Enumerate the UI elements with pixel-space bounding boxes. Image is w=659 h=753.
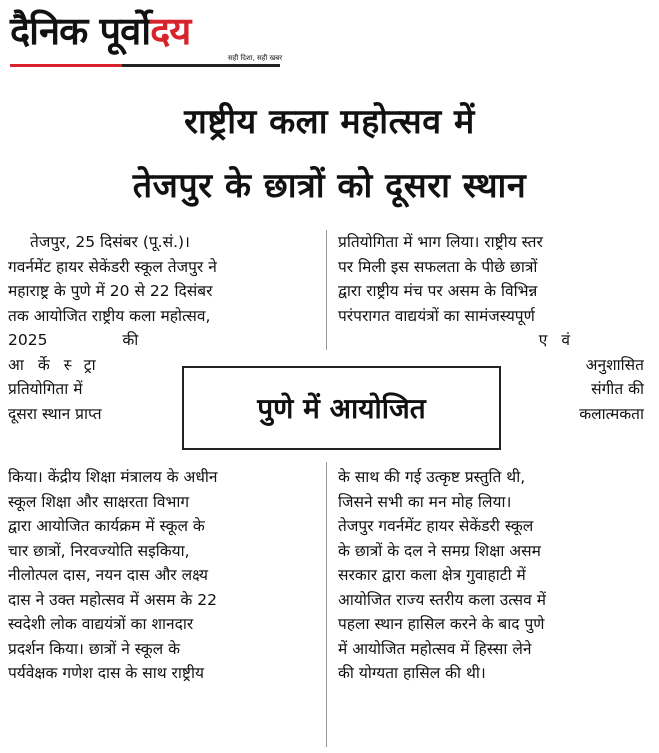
body-line: दूसरा स्थान प्राप्त (8, 404, 102, 423)
body-line: एवं (538, 331, 584, 349)
newspaper-logo (10, 4, 190, 56)
body-line: प्रदर्शन किया। छात्रों ने स्कूल के (8, 639, 181, 658)
right-column-bottom (338, 465, 644, 686)
body-line: द्वारा आयोजित कार्यक्रम में स्कूल के (8, 517, 205, 535)
body-line: परंपरागत वाद्ययंत्रों का सामंजस्यपूर्ण (338, 306, 535, 325)
body-line: कलात्मकता (579, 404, 644, 423)
body-line: पर मिली इस सफलता के पीछे छात्रों (338, 257, 538, 276)
body-line: की योग्यता हासिल की थी। (338, 664, 486, 682)
body-line: तेजपुर गवर्नमेंट हायर सेकेंडरी स्कूल (338, 517, 534, 535)
left-column-bottom (8, 465, 314, 686)
pull-quote-box (182, 366, 501, 450)
pull-quote-text: पुणे में आयोजित (257, 392, 426, 425)
body-line: स्वदेशी लोक वाद्ययंत्रों का शानदार (8, 615, 194, 633)
body-line: आयोजित राज्य स्तरीय कला उत्सव में (338, 590, 546, 609)
body-line: दास ने उक्त महोत्सव में असम के 22 (8, 590, 217, 609)
body-line: स्कूल शिक्षा और साक्षरता विभाग (8, 492, 190, 511)
body-line: प्रतियोगिता में (8, 380, 83, 398)
logo-text-black: दैनिक पूर्वो (10, 9, 151, 53)
body-line: में आयोजित महोत्सव में हिस्सा लेने (338, 639, 532, 658)
body-line: पहला स्थान हासिल करने के बाद पुणे (338, 615, 545, 633)
masthead-black-rule (122, 64, 280, 67)
headline-line-1: राष्ट्रीय कला महोत्सव में (184, 102, 475, 142)
body-line: आर्केस्ट्रा (8, 355, 110, 374)
body-line: सरकार द्वारा कला क्षेत्र गुवाहाटी में (338, 566, 526, 584)
column-divider (326, 230, 327, 350)
body-line: के छात्रों के दल ने समग्र शिक्षा असम (338, 541, 541, 560)
body-line: द्वारा राष्ट्रीय मंच पर असम के विभिन्न (338, 282, 538, 300)
body-line: किया। केंद्रीय शिक्षा मंत्रालय के अधीन (8, 468, 218, 486)
body-line: अनुशासित (585, 355, 644, 374)
masthead-red-rule (10, 64, 122, 67)
body-line: प्रतियोगिता में भाग लिया। राष्ट्रीय स्तर (338, 233, 543, 251)
body-line: गवर्नमेंट हायर सेकेंडरी स्कूल तेजपुर ने (8, 257, 217, 276)
body-line: जिसने सभी का मन मोह लिया। (338, 492, 512, 511)
body-line: चार छात्रों, निरवज्योति सइकिया, (8, 541, 190, 560)
body-line: संगीत की (591, 380, 644, 398)
masthead (10, 0, 283, 72)
body-line: के साथ की गई उत्कृष्ट प्रस्तुति थी, (338, 468, 526, 486)
body-line: तक आयोजित राष्ट्रीय कला महोत्सव, (8, 306, 211, 325)
column-divider (326, 462, 327, 747)
body-line: 2025 की (8, 331, 139, 349)
body-line: महाराष्ट्र के पुणे में 20 से 22 दिसंबर (8, 282, 213, 300)
body-line: तेजपुर, 25 दिसंबर (पू.सं.)। (30, 233, 190, 251)
headline-line-2: तेजपुर के छात्रों को दूसरा स्थान (132, 166, 527, 206)
body-line: पर्यवेक्षक गणेश दास के साथ राष्ट्रीय (8, 664, 204, 682)
body-line: नीलोत्पल दास, नयन दास और लक्ष्य (8, 566, 208, 584)
logo-text-red: दय (150, 9, 191, 53)
tagline: सही दिशा, सही खबर (228, 54, 283, 62)
